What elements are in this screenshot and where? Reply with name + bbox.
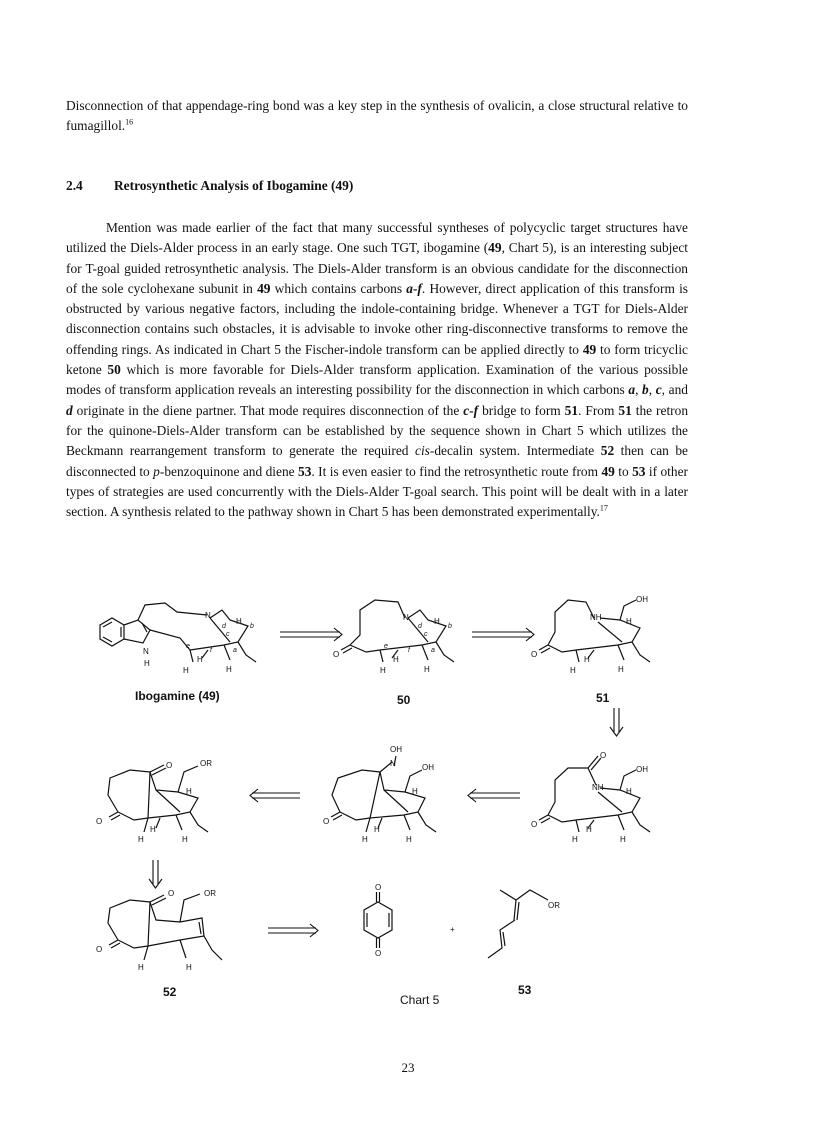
- atom-H-51b: H: [570, 666, 576, 675]
- atom-H-50c: H: [393, 655, 399, 664]
- chart-5-scheme: [0, 590, 816, 1020]
- retro-arrow-7: [268, 924, 318, 937]
- structure-benzoquinone: [364, 883, 392, 958]
- atom-OR-53: OR: [548, 901, 560, 910]
- atom-H-49a: H: [144, 659, 150, 668]
- page-number: 23: [401, 1060, 415, 1075]
- atom-H-diketone-a: H: [186, 787, 192, 796]
- reaction-scheme-svg: [0, 590, 816, 1020]
- plus-sign: +: [450, 925, 455, 934]
- retro-arrow-1: [280, 628, 342, 641]
- label-c-49: c: [226, 631, 230, 638]
- atom-H-diketone-c: H: [150, 825, 156, 834]
- label-compound-51: 51: [596, 691, 610, 705]
- atom-O-lactam-a: O: [600, 751, 607, 760]
- atom-O-lactam-b: O: [531, 820, 538, 829]
- paragraph-intro: Disconnection of that appendage-ring bond was a key step in the synthesis of ovalicin, a close structural relative to fumagillol.$^{16}$: [66, 98, 688, 134]
- atom-OH-51: OH: [636, 595, 648, 604]
- structure-lactam: [531, 751, 650, 844]
- atom-N-50: N: [403, 613, 409, 622]
- chart-caption: Chart 5: [400, 993, 440, 1007]
- atom-O-50: O: [333, 650, 340, 659]
- atom-O-quinone-a: O: [375, 883, 382, 892]
- atom-H-49e: H: [226, 665, 232, 674]
- atom-H-49d: H: [197, 655, 203, 664]
- structure-49: [100, 603, 256, 703]
- label-d-50: d: [418, 623, 422, 630]
- structure-53: [488, 890, 560, 997]
- atom-H-oxime-b: H: [362, 835, 368, 844]
- atom-OH-lactam: OH: [636, 765, 648, 774]
- label-b-49: b: [250, 623, 254, 630]
- atom-O-quinone-b: O: [375, 949, 382, 958]
- label-f-49: f: [210, 647, 212, 654]
- atom-N-49b: N: [205, 611, 211, 620]
- atom-H-50b: H: [380, 666, 386, 675]
- section-title: Retrosynthetic Analysis of Ibogamine (49): [114, 178, 354, 193]
- atom-OH-oxime-b: OH: [422, 763, 434, 772]
- label-compound-53: 53: [518, 983, 532, 997]
- atom-H-lactam-b: H: [572, 835, 578, 844]
- atom-OR-52: OR: [204, 889, 216, 898]
- atom-OR-diketone: OR: [200, 759, 212, 768]
- structure-51: [531, 595, 650, 705]
- atom-OH-oxime-a: OH: [390, 745, 402, 754]
- retro-arrow-3: [610, 708, 623, 736]
- citation-17: 17: [599, 503, 608, 513]
- atom-N-oxime: N: [390, 759, 396, 768]
- label-compound-52: 52: [163, 985, 177, 999]
- label-a-50: a: [431, 647, 435, 654]
- atom-H-lactam-d: H: [620, 835, 626, 844]
- label-compound-49: Ibogamine (49): [135, 689, 220, 703]
- citation-16: 16: [125, 117, 134, 127]
- label-f-50: f: [408, 647, 410, 654]
- label-compound-50: 50: [397, 693, 411, 707]
- atom-O-diketone-b: O: [96, 817, 103, 826]
- atom-O-52b: O: [96, 945, 103, 954]
- atom-O-52a: O: [168, 889, 175, 898]
- atom-H-50a: H: [434, 617, 440, 626]
- atom-H-52a: H: [138, 963, 144, 972]
- retro-arrow-4: [468, 789, 520, 802]
- paragraph-body: Mention was made earlier of the fact that many successful syntheses of polycyclic target structures have utilized the Diels-Alder process in an early stage. One such TGT, ibogamine (49, Chart 5), is an interesting subject for T-goal guided retrosynthetic analysis. The Diels-Alder transform is an obvious candidate for the disconnection of the sole cyclohexane subunit in 49 which contains carbons a-f. However, direct application of this transform is obstructed by various negative factors, including the indole-containing bridge. Whenever a TGT for Diels-Alder disconnection contains such obstacles, it is advisable to invoke other ring-disconnective transforms to remove the offending rings. As indicated in Chart 5 the Fischer-indole transform can be applied directly to 49 to form tricyclic ketone 50 which is more favorable for Diels-Alder transform application. Examination of the various possible modes of transform application reveals an interesting possibility for the disconnection in which carbons a, b, c, and d originate in the diene partner. That mode requires disconnection of the c-f bridge to form 51. From 51 the retron for the quinone-Diels-Alder transform can be established by the sequence shown in Chart 5 which utilizes the Beckmann rearrangement transform to generate the required cis-decalin system. Intermediate 52 then can be disconnected to p-benzoquinone and diene 53. It is even easier to find the retrosynthetic route from 49 to 53 if other types of strategies are used concurrently with the Diels-Alder T-goal search. This point will be dealt with in a later section. A synthesis related to the pathway shown in Chart 5 has been demonstrated experimentally.$^{17}$: [66, 220, 689, 520]
- atom-H-diketone-d: H: [182, 835, 188, 844]
- label-a-49: a: [233, 647, 237, 654]
- atom-H-diketone-b: H: [138, 835, 144, 844]
- atom-H-lactam-a: H: [626, 787, 632, 796]
- atom-H-oxime-d: H: [406, 835, 412, 844]
- atom-N-49a: N: [143, 647, 149, 656]
- atom-H-oxime-a: H: [412, 787, 418, 796]
- structure-oxime: [323, 745, 436, 844]
- atom-H-51c: H: [584, 655, 590, 664]
- label-e-50: e: [384, 643, 388, 650]
- structure-diketone: [96, 759, 212, 844]
- label-b-50: b: [448, 623, 452, 630]
- atom-H-51a: H: [626, 617, 632, 626]
- atom-NH-51: NH: [590, 613, 602, 622]
- retro-arrow-6: [149, 860, 162, 888]
- label-d-49: d: [222, 623, 226, 630]
- retro-arrow-5: [250, 789, 300, 802]
- section-heading: [66, 178, 353, 194]
- atom-O-oxime: O: [323, 817, 330, 826]
- atom-H-oxime-c: H: [374, 825, 380, 834]
- atom-H-lactam-c: H: [586, 825, 592, 834]
- atom-NH-lactam: NH: [592, 783, 604, 792]
- atom-H-49c: H: [183, 666, 189, 675]
- atom-O-51: O: [531, 650, 538, 659]
- atom-H-49b: H: [236, 617, 242, 626]
- label-c-50: c: [424, 631, 428, 638]
- label-e-49: e: [186, 643, 190, 650]
- atom-O-diketone-a: O: [166, 761, 173, 770]
- atom-H-51d: H: [618, 665, 624, 674]
- atom-H-52b: H: [186, 963, 192, 972]
- section-number: 2.4: [66, 178, 83, 193]
- structure-52: [96, 889, 222, 999]
- retro-arrow-2: [472, 628, 534, 641]
- structure-50: [333, 600, 454, 707]
- atom-H-50d: H: [424, 665, 430, 674]
